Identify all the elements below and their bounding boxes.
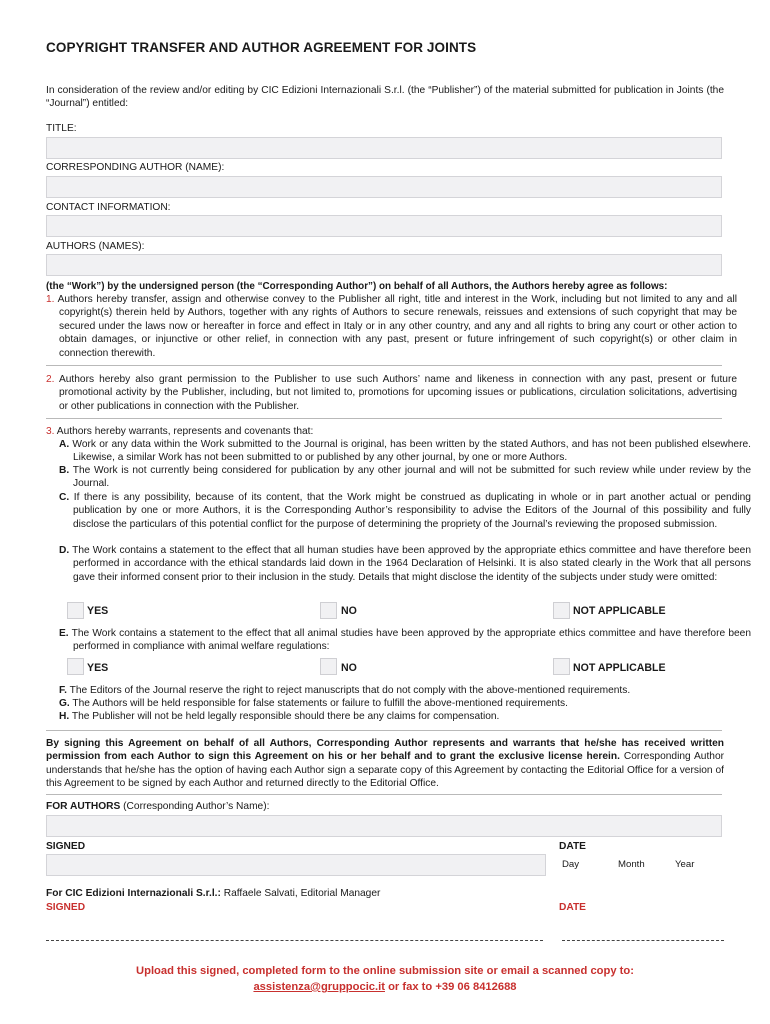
human-studies-no-checkbox[interactable] (320, 602, 337, 619)
animal-studies-yes-checkbox[interactable] (67, 658, 84, 675)
corresponding-author-input[interactable] (46, 176, 722, 198)
section-3-number: 3. (46, 426, 55, 437)
clause-c (46, 491, 751, 531)
footer-contact (0, 981, 770, 993)
footer-instruction: Upload this signed, completed form to the online submission site or email a scanned copy to: (136, 965, 634, 977)
section-2 (46, 373, 737, 413)
clause-g-key: G. (59, 698, 70, 709)
intro-text: In consideration of the review and/or editing by CIC Edizioni Internazionali S.r.l. (the “Publisher”) of the material submitted for publication in Joints (the “Journal”) entitled: (46, 85, 724, 110)
cic-normal: Raffaele Salvati, Editorial Manager (220, 888, 381, 899)
email-link[interactable]: assistenza@gruppocic.it (253, 981, 385, 993)
clause-e-text: The Work contains a statement to the effect that all animal studies have been approved by the appropriate ethics committee and have therefore been performed in compliance with animal welfare regulations: (71, 628, 751, 653)
clause-c-text: If there is any possibility, because of its content, that the Work might be construed as duplicating in whole or in part another actual or pending publication by one or more Authors, it is the Corresponding Author’s responsibility to advise the Editors of the Journal of this possibility and fully disclose the particulars of this potential conflict for the purpose of determining the propriety of the Journal’s reviewing the proposed submission. (73, 492, 751, 530)
clause-e (46, 627, 751, 654)
clause-d-key: D. (59, 545, 70, 556)
signing-statement-bold: By signing this Agreement on behalf of all Authors, Corresponding Author represents and warrants that he/she has received written permission from each Author to sign this Agreement on his or her behalf and to grant the exclusive license herein. (46, 738, 724, 763)
for-authors-label (46, 801, 269, 812)
clause-h-key: H. (59, 711, 70, 722)
date-line (562, 940, 724, 941)
title-input[interactable] (46, 137, 722, 159)
animal-studies-no-checkbox[interactable] (320, 658, 337, 675)
clause-a (46, 438, 751, 465)
clause-g (46, 697, 751, 710)
corresponding-author-label: CORRESPONDING AUTHOR (NAME): (46, 162, 225, 173)
section-1 (46, 293, 737, 360)
clause-b-text: The Work is not currently being considered for publication by any other journal and will not be submitted for such review while under review by the Journal. (72, 465, 751, 490)
divider (46, 418, 722, 419)
animal-studies-na-label: NOT APPLICABLE (573, 662, 666, 674)
clause-d (46, 544, 751, 584)
clause-c-key: C. (59, 492, 70, 503)
date-month[interactable]: Month (618, 859, 645, 870)
cic-signed-label: SIGNED (46, 902, 86, 913)
animal-studies-na-checkbox[interactable] (553, 658, 570, 675)
clause-b (46, 464, 751, 491)
clause-f-text: The Editors of the Journal reserve the right to reject manuscripts that do not comply with the above-mentioned requirements. (69, 685, 631, 696)
fax-text: or fax to +39 06 8412688 (384, 981, 517, 993)
cic-date-label: DATE (559, 902, 586, 913)
human-studies-na-label: NOT APPLICABLE (573, 605, 666, 617)
date-day[interactable]: Day (562, 859, 580, 870)
signature-input[interactable] (46, 854, 546, 876)
human-studies-na-checkbox[interactable] (553, 602, 570, 619)
date-year[interactable]: Year (675, 859, 695, 870)
date-label: DATE (559, 841, 586, 852)
signature-line (46, 940, 543, 941)
cic-signatory (46, 888, 380, 899)
section-3-text: Authors hereby warrants, represents and covenants that: (56, 426, 314, 437)
section-2-number: 2. (46, 374, 55, 385)
clause-d-text: The Work contains a statement to the effect that all human studies have been approved by the appropriate ethics committee and have therefore been performed in accordance with the ethical standards laid down in the 1964 Declaration of Helsinki. It is also stated clearly in the Work that all persons gave their informed consent prior to their inclusion in the study. Details that might disclose the identity of the subjects under study were omitted: (72, 545, 751, 583)
section-2-text: Authors hereby also grant permission to the Publisher to use such Authors’ name and likeness in connection with any past, present or future promotional activity by the Publisher, including, but not limited to, promotions for upcoming issues or publications, circulation solicitations, advertising or other publications in connection with the Publisher. (58, 374, 737, 412)
human-studies-no-label: NO (341, 605, 357, 617)
clause-a-text: Work or any data within the Work submitted to the Journal is original, has been written by the stated Authors, and has not been published elsewhere. Likewise, a similar Work has not been submitted to or published by any other journal, by one or more Authors. (72, 439, 751, 464)
clause-a-key: A. (59, 439, 70, 450)
divider (46, 794, 722, 795)
divider (46, 365, 722, 366)
animal-studies-no-label: NO (341, 662, 357, 674)
section-3-intro (46, 425, 724, 438)
divider (46, 730, 722, 731)
clause-f (46, 684, 751, 697)
authors-label: AUTHORS (NAMES): (46, 241, 145, 252)
human-studies-yes-checkbox[interactable] (67, 602, 84, 619)
section-1-text: Authors hereby transfer, assign and otherwise convey to the Publisher all right, title and interest in the Work, including but not limited to any and all copyright(s) therein held by Authors, together with any rights of Authors to secure renewals, reissues and extensions of such copyright that may be secured under the laws now or hereafter in force and effect in Italy or in any other country, and any and all rights to bring any court or other action to obtain damages, or injunctive or other relief, in connection with any past, present or future infringement of such copyright(s) or other claim in connection therewith. (57, 294, 737, 359)
contact-info-label: CONTACT INFORMATION: (46, 202, 171, 213)
clause-b-key: B. (59, 465, 70, 476)
for-authors-bold: FOR AUTHORS (46, 801, 121, 812)
agreement-intro: (the “Work”) by the undersigned person (the “Corresponding Author”) on behalf of all Authors, the Authors hereby agree as follows: (46, 281, 668, 292)
clause-e-key: E. (59, 628, 69, 639)
clause-h-text: The Publisher will not be held legally responsible should there be any claims for compensation. (71, 711, 500, 722)
contact-info-input[interactable] (46, 215, 722, 237)
title-label: TITLE: (46, 123, 77, 134)
signing-statement (46, 737, 724, 791)
human-studies-yes-label: YES (87, 605, 109, 617)
clause-h (46, 710, 751, 723)
section-1-number: 1. (46, 294, 55, 305)
signing-statement-normal: Corresponding Author understands that he/she has the option of having each Author sign a separate copy of this Agreement by contacting the Editorial Office for a version of this Agreement to be signed by each Author and returned directly to the Editorial Office. (46, 751, 725, 790)
corresponding-author-name-input[interactable] (46, 815, 722, 837)
clause-g-text: The Authors will be held responsible for false statements or failure to fulfill the above-mentioned requirements. (72, 698, 568, 709)
clause-f-key: F. (59, 685, 67, 696)
animal-studies-yes-label: YES (87, 662, 109, 674)
authors-input[interactable] (46, 254, 722, 276)
signed-label: SIGNED (46, 841, 86, 852)
page-title: COPYRIGHT TRANSFER AND AUTHOR AGREEMENT FOR JOINTS (46, 40, 477, 55)
cic-bold: For CIC Edizioni Internazionali S.r.l.: (46, 888, 221, 899)
for-authors-normal: (Corresponding Author’s Name): (120, 801, 270, 812)
